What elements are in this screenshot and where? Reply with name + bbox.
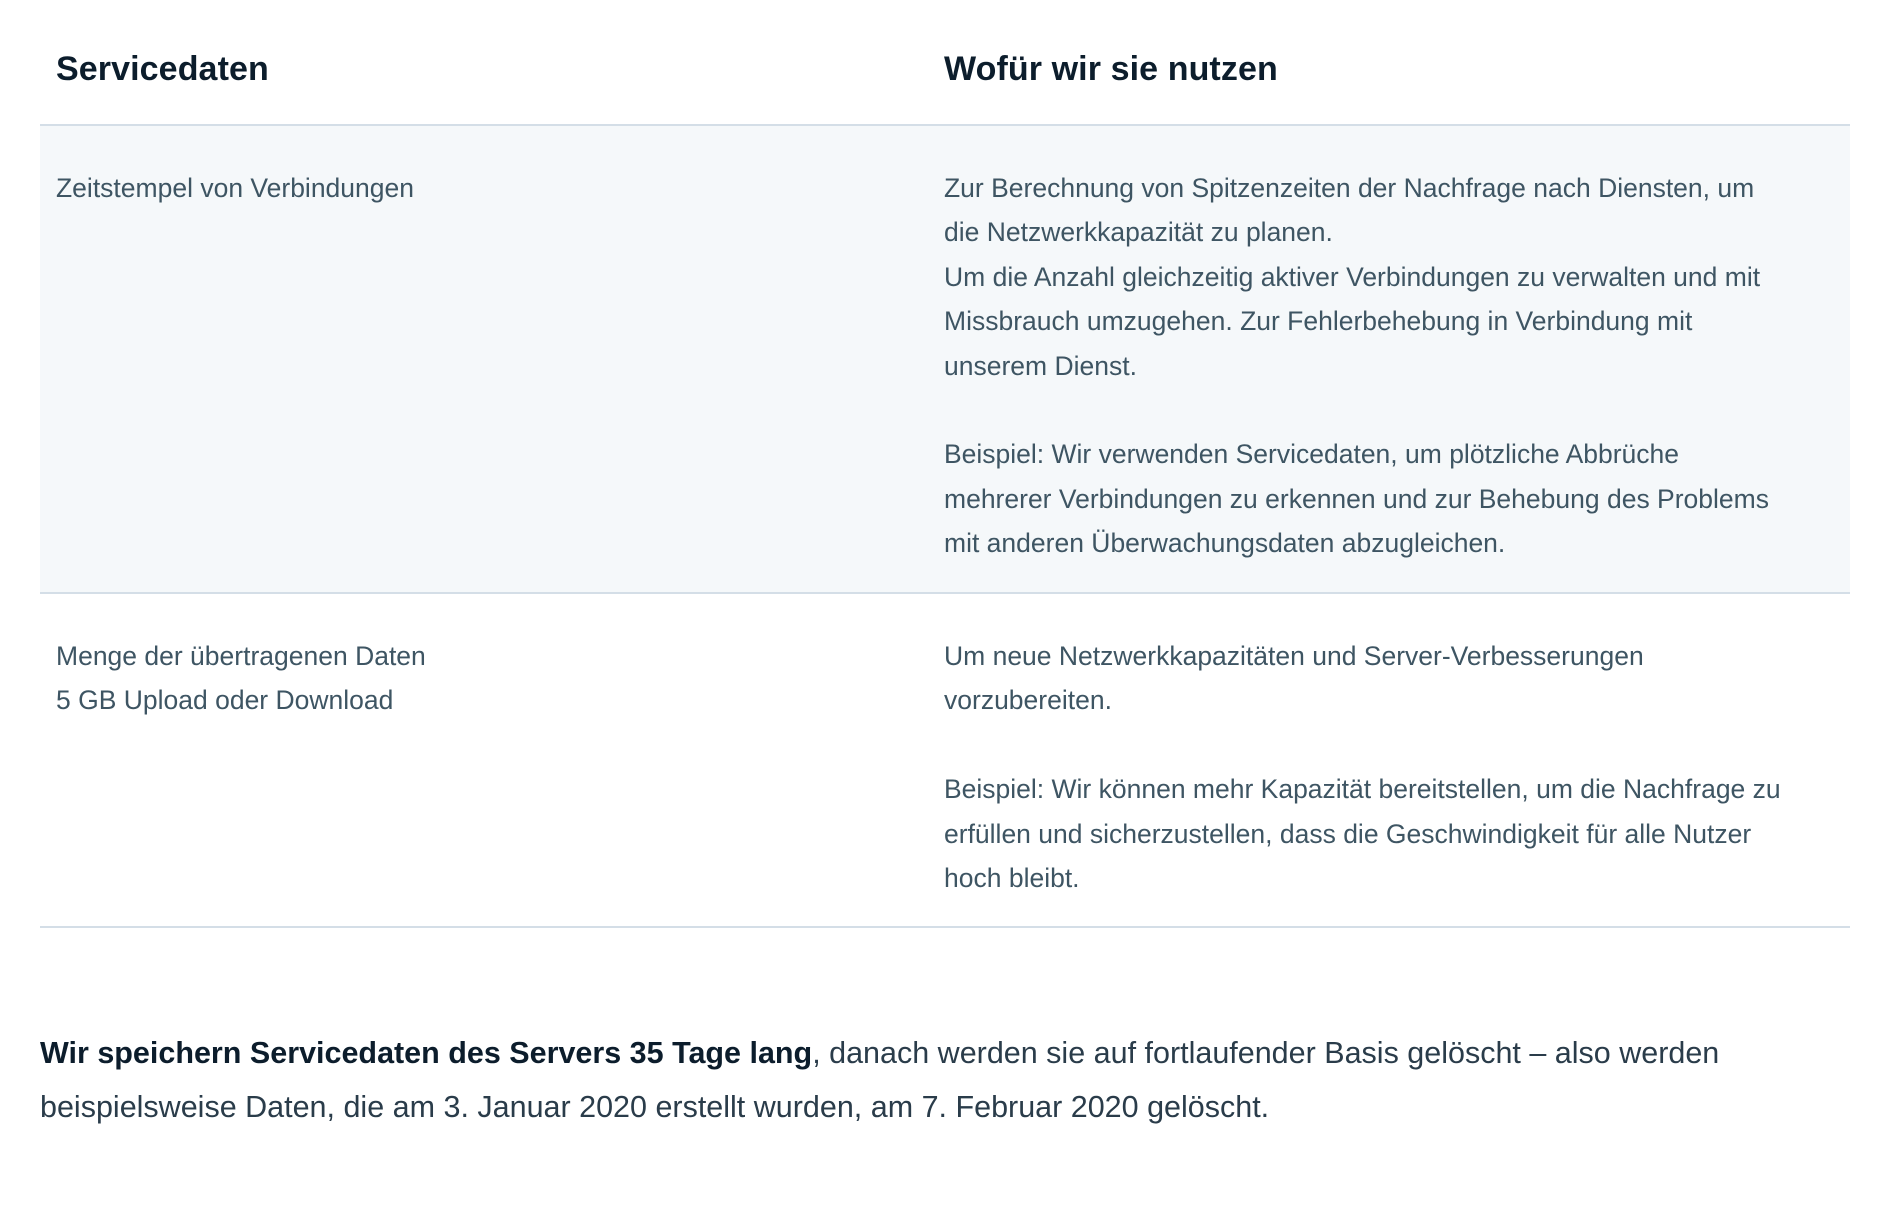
example-line: Beispiel: Wir verwenden Servicedaten, um plötzliche Abbrüche <box>944 439 1680 470</box>
retention-note-bold: Wir speichern Servicedaten des Servers 35 Tage lang <box>40 1036 813 1070</box>
header-service-data: Servicedaten <box>56 50 269 88</box>
purpose-cell <box>944 594 1850 926</box>
example-line: mehrerer Verbindungen zu erkennen und zur Behebung des Problems <box>944 483 1769 514</box>
purpose-line: Um die Anzahl gleichzeitig aktiver Verbindungen zu verwalten und mit <box>944 261 1761 292</box>
table-row <box>40 594 1850 928</box>
purpose-cell <box>944 126 1850 592</box>
table-header <box>40 0 1850 126</box>
purpose-line: Um neue Netzwerkkapazitäten und Server-Verbesserungen <box>944 641 1644 671</box>
retention-note <box>40 1026 1820 1134</box>
header-purpose: Wofür wir sie nutzen <box>944 50 1278 88</box>
table-row <box>40 126 1850 594</box>
paragraph-gap <box>944 388 1830 432</box>
paragraph-gap <box>944 723 1830 767</box>
example-line: mit anderen Überwachungsdaten abzugleichen. <box>944 528 1506 559</box>
service-data-line: Zeitstempel von Verbindungen <box>56 173 414 203</box>
service-data-line: 5 GB Upload oder Download <box>56 685 394 716</box>
service-data-line: Menge der übertragenen Daten <box>56 641 426 671</box>
service-data-table <box>40 0 1850 928</box>
retention-note-line-1 <box>40 1026 1820 1080</box>
purpose-line: Zur Berechnung von Spitzenzeiten der Nachfrage nach Diensten, um <box>944 173 1755 203</box>
example-line: Beispiel: Wir können mehr Kapazität bereitstellen, um die Nachfrage zu <box>944 774 1781 805</box>
service-data-cell <box>40 594 944 926</box>
example-line: hoch bleibt. <box>944 863 1080 894</box>
purpose-line: die Netzwerkkapazität zu planen. <box>944 217 1333 248</box>
example-line: erfüllen und sicherzustellen, dass die Geschwindigkeit für alle Nutzer <box>944 818 1752 849</box>
purpose-line: unserem Dienst. <box>944 350 1137 381</box>
service-data-cell <box>40 126 944 592</box>
retention-note-line-2: beispielsweise Daten, die am 3. Januar 2020 erstellt wurden, am 7. Februar 2020 gelöscht. <box>40 1090 1270 1124</box>
purpose-line: vorzubereiten. <box>944 685 1112 716</box>
purpose-line: Missbrauch umzugehen. Zur Fehlerbehebung in Verbindung mit <box>944 306 1693 337</box>
retention-note-rest: , danach werden sie auf fortlaufender Basis gelöscht – also werden <box>812 1036 1720 1070</box>
